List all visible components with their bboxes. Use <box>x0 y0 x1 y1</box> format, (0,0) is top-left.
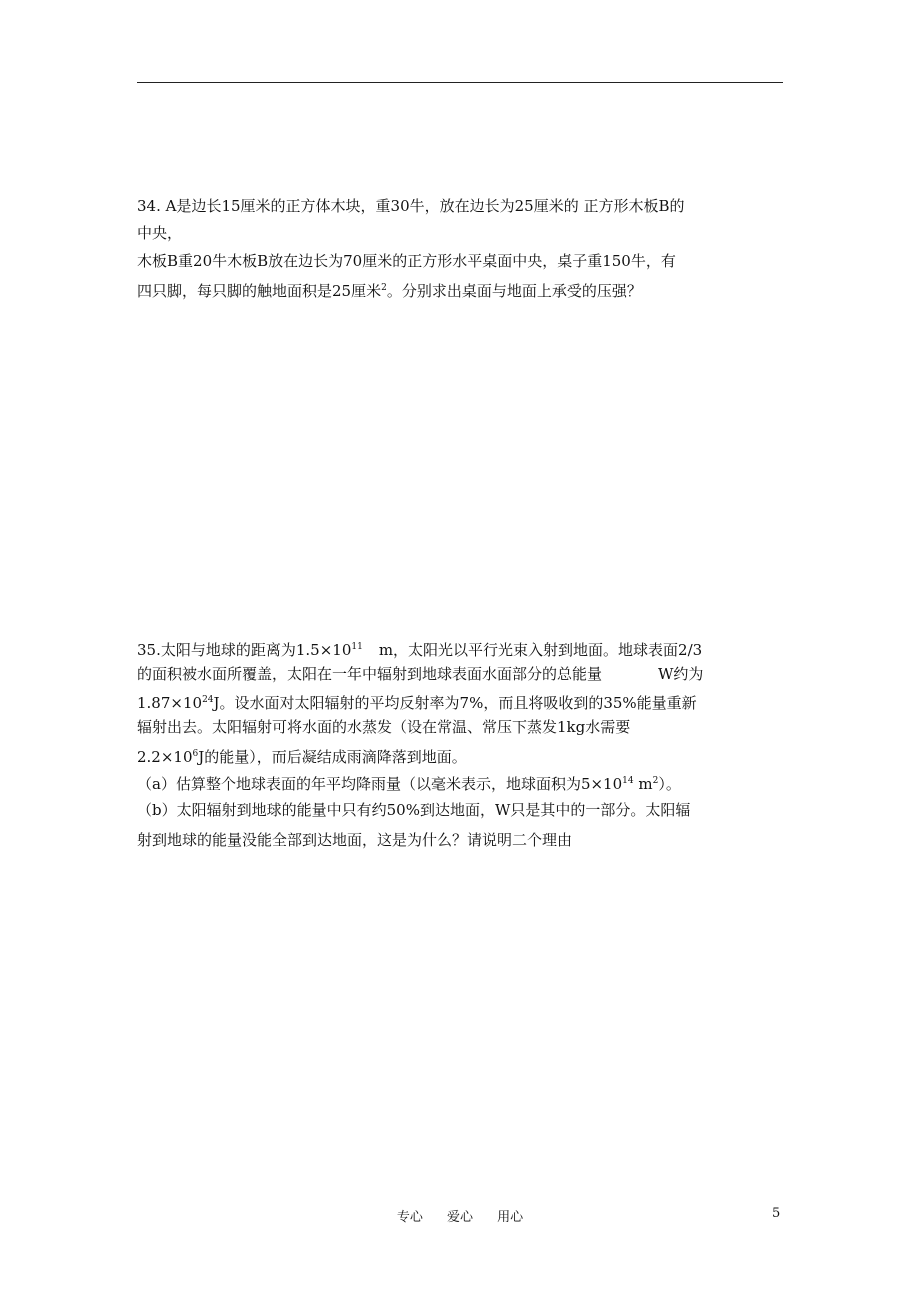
q35-line-2-text: 的面积被水面所覆盖，太阳在一年中辐射到地球表面水面部分的总能量 <box>137 665 603 683</box>
q35-line-5 <box>137 744 467 767</box>
q35-part-b-line-2: 射到地球的能量没能全部到达地面，这是为什么？请说明二个理由 <box>137 831 573 849</box>
q35-exponent-11: 11 <box>351 642 363 652</box>
q35-exponent-24: 24 <box>202 695 214 705</box>
footer <box>0 1206 920 1225</box>
footer-item-3: 用心 <box>497 1210 524 1225</box>
q35-part-a <box>137 771 681 794</box>
q35-line-5-end: J的能量），而后凝结成雨滴降落到地面。 <box>198 748 467 766</box>
q35-line-3-end: J。设水面对太阳辐射的平均反射率为7%，而且将吸收到的35%能量重新 <box>213 694 697 712</box>
q34-line-4-text: 四只脚，每只脚的触地面积是25厘米 <box>137 282 382 300</box>
q35-part-a-unit: m <box>633 775 653 793</box>
q34-exponent: 2 <box>381 283 387 293</box>
q35-line-3-text: 1.87×10 <box>137 694 203 712</box>
q35-part-a-end: ）。 <box>658 775 681 793</box>
q35-line-1-end: m，太阳光以平行光束入射到地面。地球表面2/3 <box>378 641 703 659</box>
footer-item-2: 爱心 <box>446 1210 473 1225</box>
q35-line-2 <box>137 664 703 684</box>
header-rule <box>137 82 783 83</box>
q35-part-b-line-1: （b）太阳辐射到地球的能量中只有约50%到达地面，W只是其中的一部分。太阳辐 <box>137 801 691 819</box>
q35-line-4: 辐射出去。太阳辐射可将水面的水蒸发（设在常温、常压下蒸发1kg水需要 <box>137 718 631 736</box>
q35-line-1 <box>137 637 702 660</box>
q35-exponent-14: 14 <box>622 776 634 786</box>
q35-line-5-text: 2.2×10 <box>137 748 193 766</box>
q34-line-4 <box>137 278 642 301</box>
q35-line-3 <box>137 690 697 713</box>
q34-line-4-end: 。分别求出桌面与地面上承受的压强？ <box>386 282 642 300</box>
page-number: 5 <box>772 1206 781 1221</box>
q35-line-2-end: W约为 <box>658 665 704 683</box>
q35-exponent-6: 6 <box>192 749 199 759</box>
q34-line-1: 34. A是边长15厘米的正方体木块，重30牛，放在边长为25厘米的 正方形木板B的 <box>137 197 685 215</box>
q35-line-1-text: 35.太阳与地球的距离为1.5×10 <box>137 641 352 659</box>
q35-part-a-text: （a）估算整个地球表面的年平均降雨量（以毫米表示，地球面积为5×10 <box>137 775 623 793</box>
footer-item-1: 专心 <box>396 1210 423 1225</box>
q35-exponent-2: 2 <box>652 776 659 786</box>
q34-line-2: 中央， <box>137 224 183 242</box>
q34-line-3: 木板B重20牛木板B放在边长为70厘米的正方形水平桌面中央，桌子重150牛，有 <box>137 252 676 270</box>
